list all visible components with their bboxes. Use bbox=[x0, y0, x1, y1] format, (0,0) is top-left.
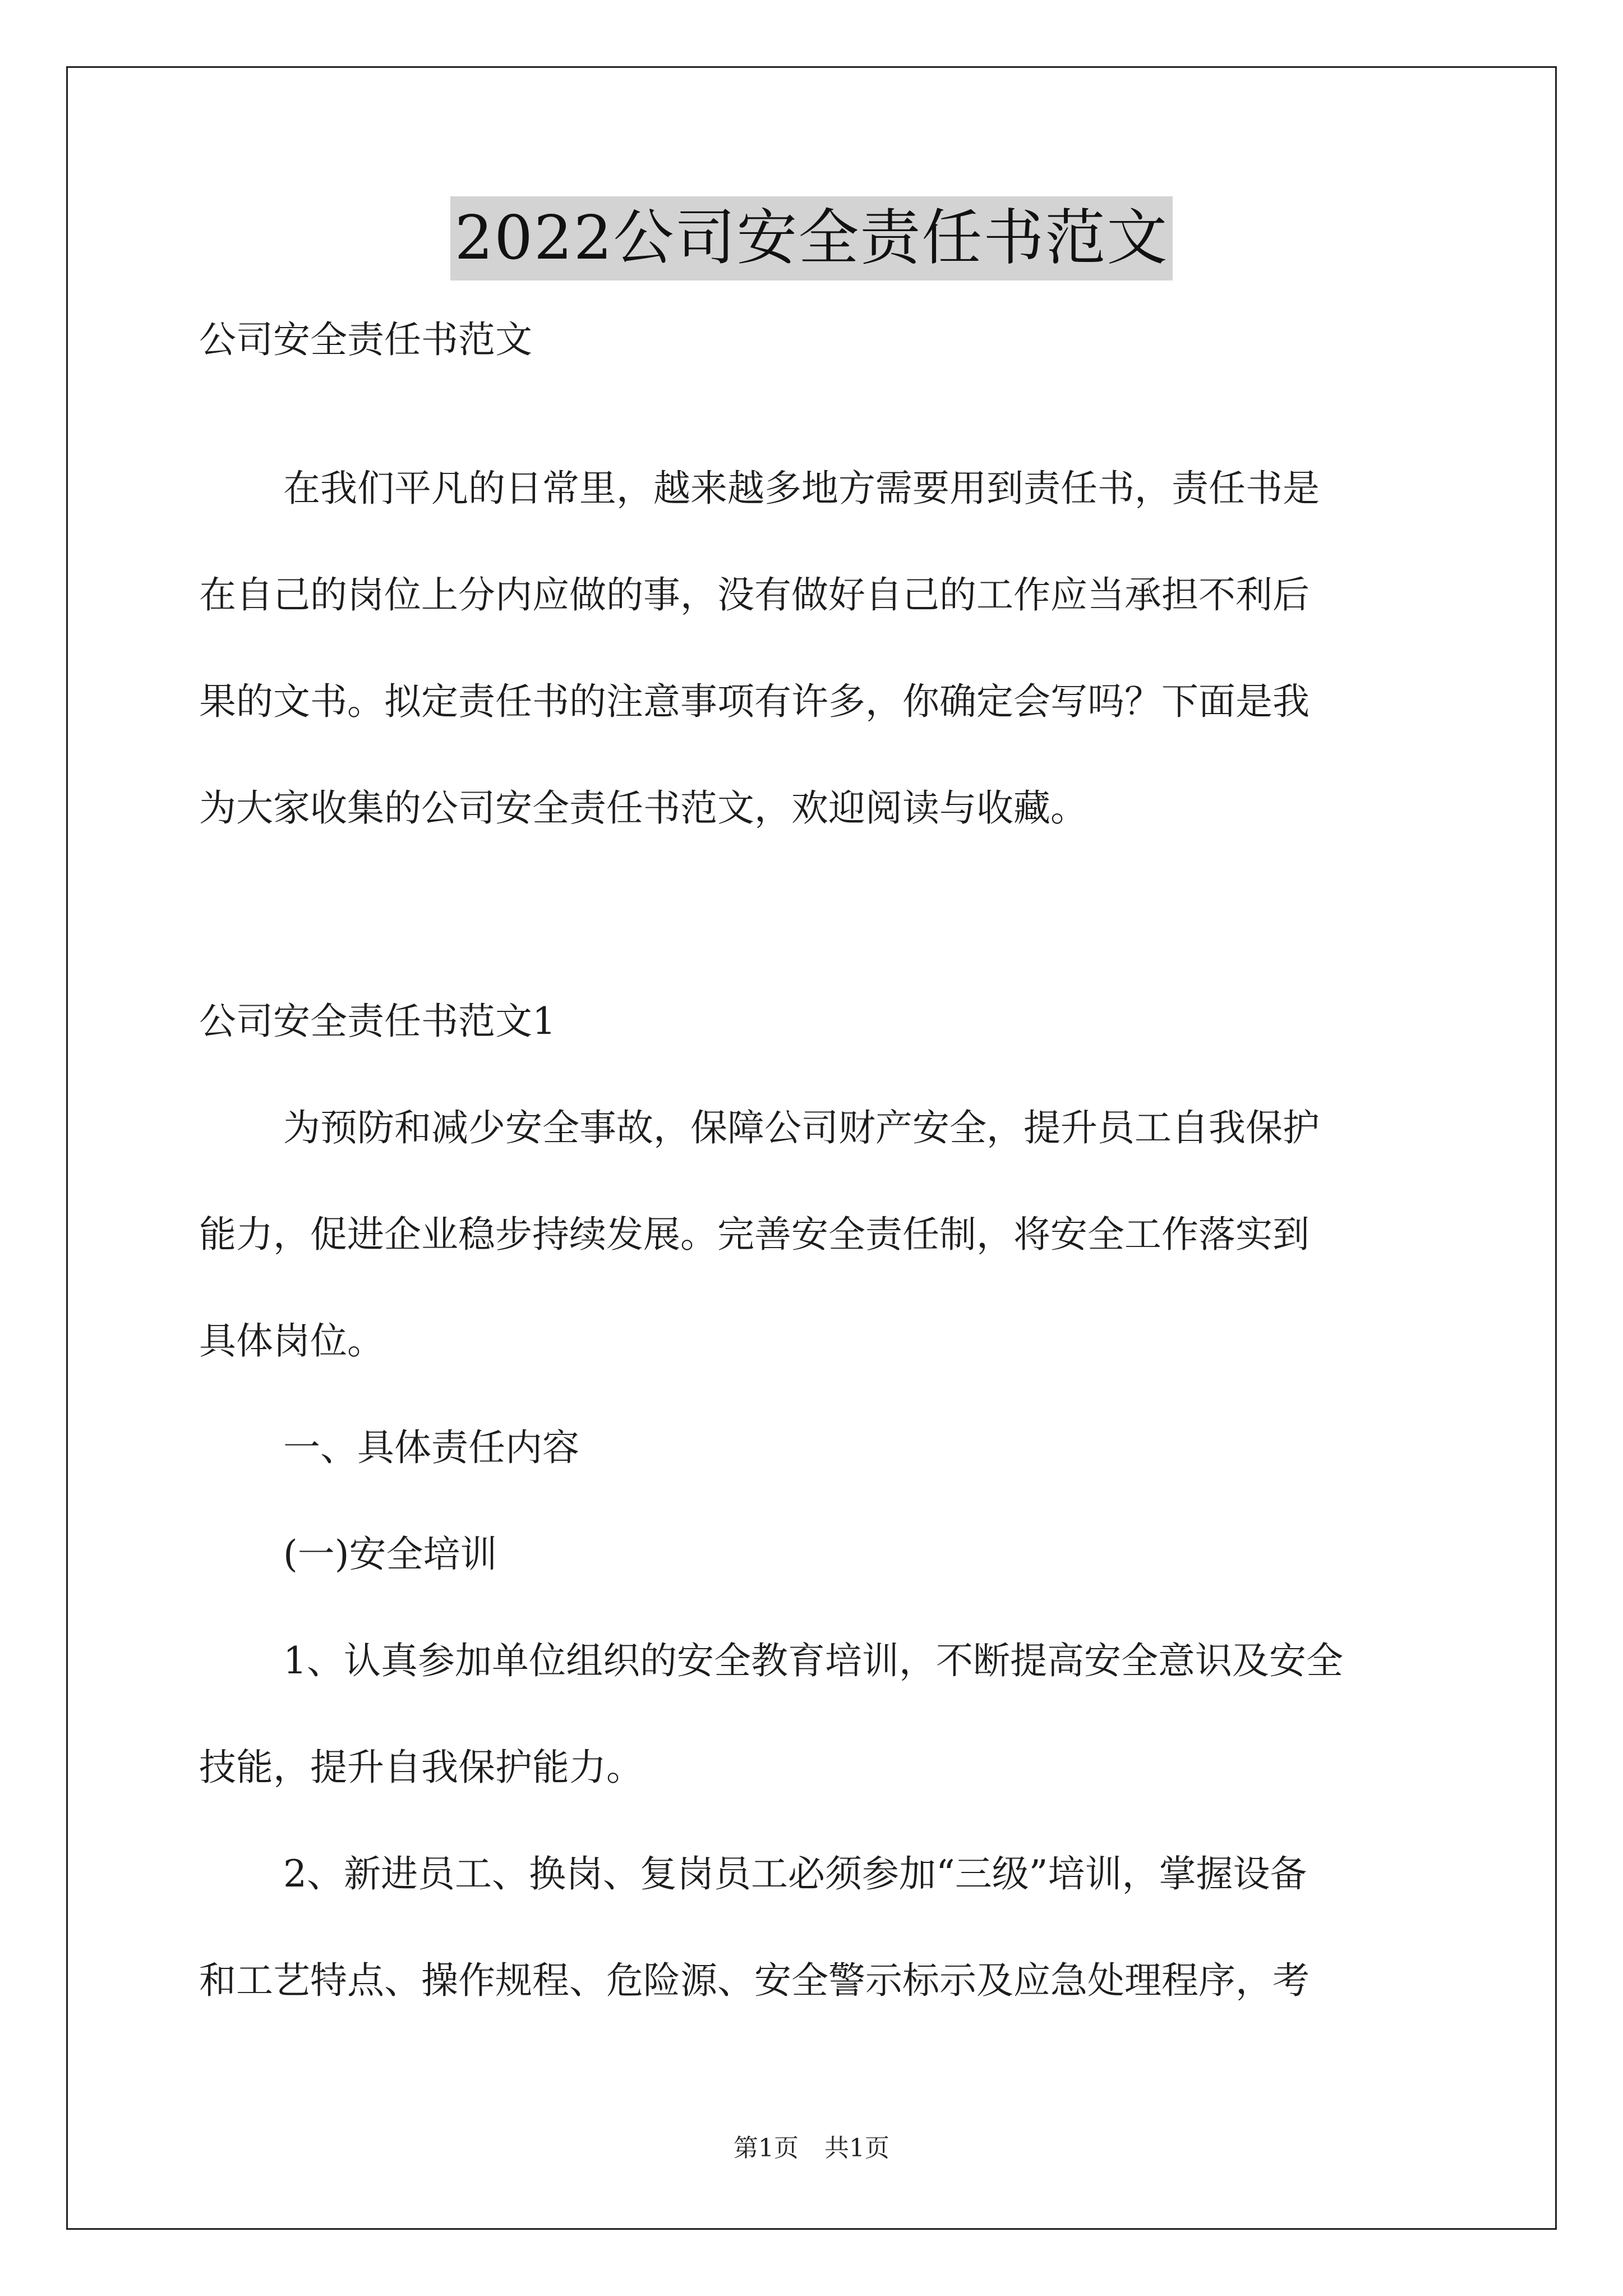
paragraph-line: 和工艺特点、操作规程、危险源、安全警示标示及应急处理程序，考 bbox=[199, 1959, 1310, 2002]
document-title: 2022公司安全责任书范文 bbox=[450, 196, 1173, 280]
section-heading: 公司安全责任书范文 bbox=[199, 318, 532, 361]
paragraph-line: 在我们平凡的日常里，越来越多地方需要用到责任书，责任书是 bbox=[283, 467, 1320, 510]
paragraph-line: 能力，促进企业稳步持续发展。完善安全责任制，将安全工作落实到 bbox=[199, 1213, 1310, 1256]
paragraph-line: 果的文书。拟定责任书的注意事项有许多，你确定会写吗？下面是我 bbox=[199, 680, 1310, 723]
paragraph-line: 为预防和减少安全事故，保障公司财产安全，提升员工自我保护 bbox=[283, 1106, 1320, 1149]
paragraph-line: 为大家收集的公司安全责任书范文，欢迎阅读与收藏。 bbox=[199, 786, 1087, 830]
section-heading: 公司安全责任书范文1 bbox=[199, 1000, 556, 1043]
title-container bbox=[0, 196, 1623, 280]
paragraph-line: 在自己的岗位上分内应做的事，没有做好自己的工作应当承担不利后 bbox=[199, 573, 1310, 616]
paragraph-line: 技能，提升自我保护能力。 bbox=[199, 1746, 643, 1789]
paragraph-line: 2、新进员工、换岗、复岗员工必须参加“三级”培训，掌握设备 bbox=[283, 1852, 1307, 1895]
paragraph-line: 具体岗位。 bbox=[199, 1319, 384, 1363]
subsection-heading: 一、具体责任内容 bbox=[283, 1426, 579, 1469]
page-footer bbox=[0, 2132, 1623, 2165]
subsection-heading: (一)安全培训 bbox=[283, 1533, 497, 1576]
page-number: 第1页 bbox=[734, 2134, 799, 2162]
page-total: 共1页 bbox=[824, 2134, 889, 2162]
paragraph-line: 1、认真参加单位组织的安全教育培训，不断提高安全意识及安全 bbox=[283, 1639, 1343, 1682]
